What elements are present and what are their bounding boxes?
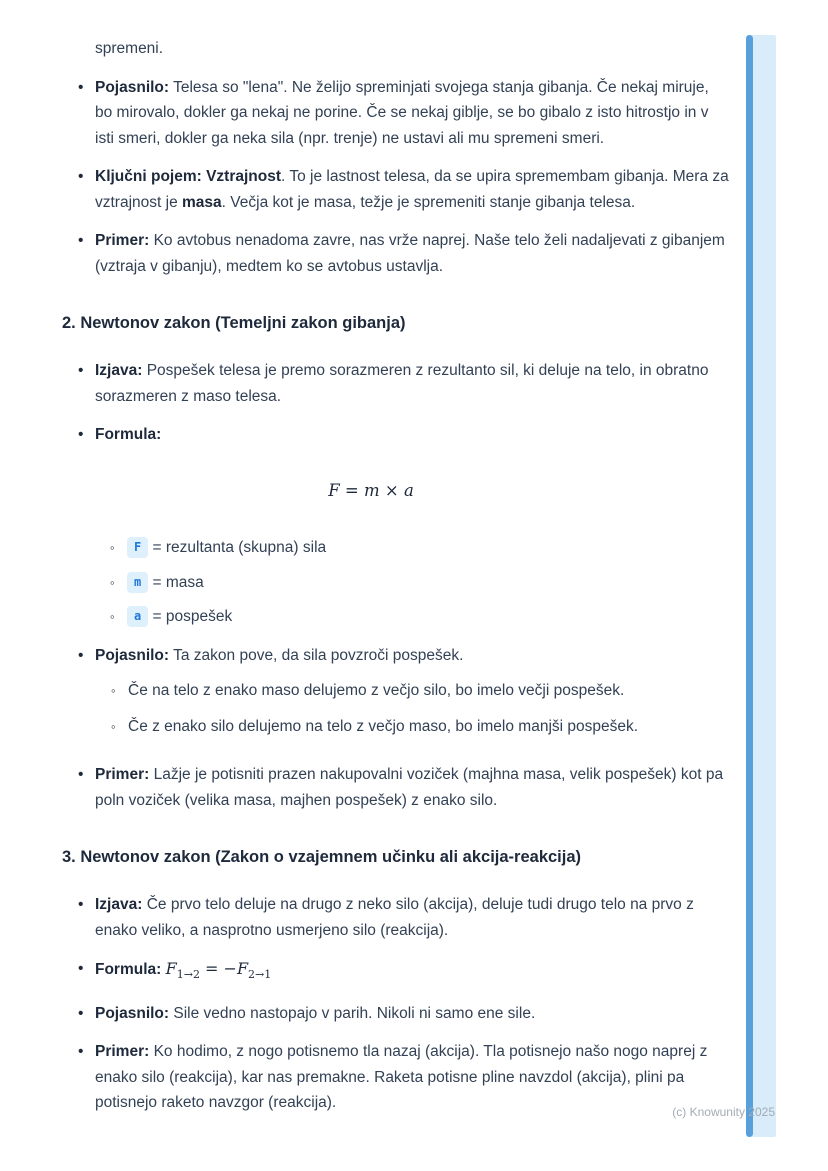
bullet-icon: • (78, 232, 84, 249)
list-item-text: Če z enako silo delujemo na telo z večjo maso, bo imelo manjši pospešek. (128, 717, 639, 735)
list-item (78, 228, 730, 279)
bullet-icon: • (78, 766, 84, 783)
circle-bullet-icon: ◦ (111, 683, 116, 698)
bullet-icon: • (78, 168, 84, 185)
list-item-text: Primer: Lažje je potisniti prazen nakupovalni voziček (majhna masa, velik pospešek) kot pa poln voziček (velika masa, majhen pospešek) z enako silo. (95, 766, 724, 809)
bullet-icon: • (78, 646, 84, 664)
list-item (78, 762, 730, 813)
list-item-text: Ključni pojem: Vztrajnost. To je lastnost telesa, da se upira spremembam gibanja. Mera za vztrajnost je masa. Večja kot je masa, težje je spremeniti stanje gibanja telesa. (95, 168, 729, 211)
list-item (78, 956, 730, 988)
bullet-list-second-law (62, 358, 730, 448)
list-item (78, 643, 730, 750)
list-item (78, 422, 730, 448)
item-label: Primer: (95, 1043, 150, 1061)
list-item-text: Primer: Ko hodimo, z nogo potisnemo tla nazaj (akcija). Tla potisnejo našo nogo naprej z enako silo (reakcija), kar nas premakne. Raketa potisne pline navzdol (akcija), plini pa potisnejo raketo navzgor (reakcija). (95, 1043, 708, 1112)
list-item (110, 570, 730, 596)
bullet-icon: • (78, 362, 84, 379)
code-chip-a: a (127, 606, 148, 627)
list-item-text (95, 956, 730, 988)
list-item-text: Pojasnilo: Sile vedno nastopajo v parih. Nikoli ni samo ene sile. (95, 1004, 536, 1022)
section-heading-third-law: 3. Newtonov zakon (Zakon o vzajemnem učinku ali akcija-reakcija) (62, 848, 582, 866)
list-item-text: Primer: Ko avtobus nenadoma zavre, nas vrže naprej. Naše telo želi nadaljevati z gibanjem (vztraja v gibanju), medtem ko se avtobus ustavlja. (95, 232, 725, 275)
list-item (111, 678, 730, 704)
list-item (111, 714, 730, 740)
item-label: Formula: (95, 426, 162, 443)
bullet-icon: • (78, 960, 84, 977)
item-label: Ključni pojem: Vztrajnost (95, 168, 282, 185)
item-label: Pojasnilo: (95, 78, 170, 96)
content-area (62, 36, 730, 1129)
list-item (78, 164, 730, 215)
list-item-text: Izjava: Če prvo telo deluje na drugo z neko silo (akcija), deluje tudi drugo telo na prvo z enako veliko, a nasprotno usmerjeno silo (reakcija). (95, 896, 694, 939)
list-item-text: a = pospešek (127, 604, 730, 630)
bullet-icon: • (78, 426, 84, 443)
bullet-list-first-law (62, 75, 730, 280)
list-item-text: m = masa (127, 570, 730, 596)
list-item (78, 1039, 730, 1116)
item-label: Pojasnilo: (95, 1004, 170, 1022)
item-label: Izjava: (95, 896, 143, 913)
list-item (78, 358, 730, 409)
bullet-icon: • (78, 78, 84, 96)
list-item-text (95, 422, 730, 448)
bullet-icon: • (78, 1043, 84, 1061)
item-label: Formula: (95, 961, 162, 978)
code-chip-F: F (127, 537, 148, 558)
list-item (78, 892, 730, 943)
bullet-icon: • (78, 896, 84, 913)
item-label: Pojasnilo: (95, 646, 170, 664)
definitions-list (62, 535, 730, 630)
footer-credit: (c) Knowunity 2025 (672, 1105, 775, 1119)
item-label: Primer: (95, 766, 150, 783)
circle-bullet-icon: ◦ (110, 574, 115, 590)
bullet-list-explanation (62, 643, 730, 814)
circle-bullet-icon: ◦ (110, 540, 115, 555)
bullet-icon: • (78, 1004, 84, 1022)
emphasis-word: masa (182, 193, 222, 211)
code-chip-m: m (127, 572, 148, 593)
list-item-text: Izjava: Pospešek telesa je premo sorazmeren z rezultanto sil, ki deluje na telo, in obratno sorazmeren z maso telesa. (95, 362, 709, 405)
nested-list (95, 678, 730, 739)
list-item-text: Če na telo z enako maso delujemo z večjo silo, bo imelo večji pospešek. (128, 682, 625, 699)
item-label: Izjava: (95, 362, 143, 379)
scrollbar-track[interactable] (746, 35, 776, 1137)
formula-f-equals-ma: F = m × a (328, 480, 414, 500)
paragraph-fragment: spremeni. (95, 40, 164, 57)
circle-bullet-icon: ◦ (110, 609, 115, 624)
list-item (110, 535, 730, 561)
list-item-text: Pojasnilo: Ta zakon pove, da sila povzroči pospešek. ◦ Če na telo z enako maso delujemo z večjo silo, bo imelo večji pospešek. ◦ Če z enako silo delujemo na telo z večjo maso, bo imelo manjši pospešek. (95, 643, 730, 750)
list-item-text: Pojasnilo: Telesa so "lena". Ne želijo spreminjati svojega stanja gibanja. Če nekaj miruje, bo mirovalo, dokler ga nekaj ne porine. Če se nekaj giblje, se bo gibalo z isto hitrostjo in v isti smeri, dokler ga neka sila (npr. trenje) ne ustavi ali mu spremeni smeri. (95, 78, 709, 147)
bullet-list-third-law (62, 892, 730, 1116)
list-item (78, 75, 730, 152)
list-item (78, 1001, 730, 1027)
formula-third-law: $F_{1\to 2} = -F_{2\to 1}$ (165, 959, 272, 982)
list-item-text: F = rezultanta (skupna) sila (127, 535, 730, 561)
list-item (110, 604, 730, 630)
circle-bullet-icon: ◦ (111, 718, 116, 734)
item-label: Primer: (95, 232, 150, 249)
section-heading-second-law: 2. Newtonov zakon (Temeljni zakon gibanja) (62, 314, 406, 332)
scrollbar-thumb[interactable] (746, 35, 753, 1137)
